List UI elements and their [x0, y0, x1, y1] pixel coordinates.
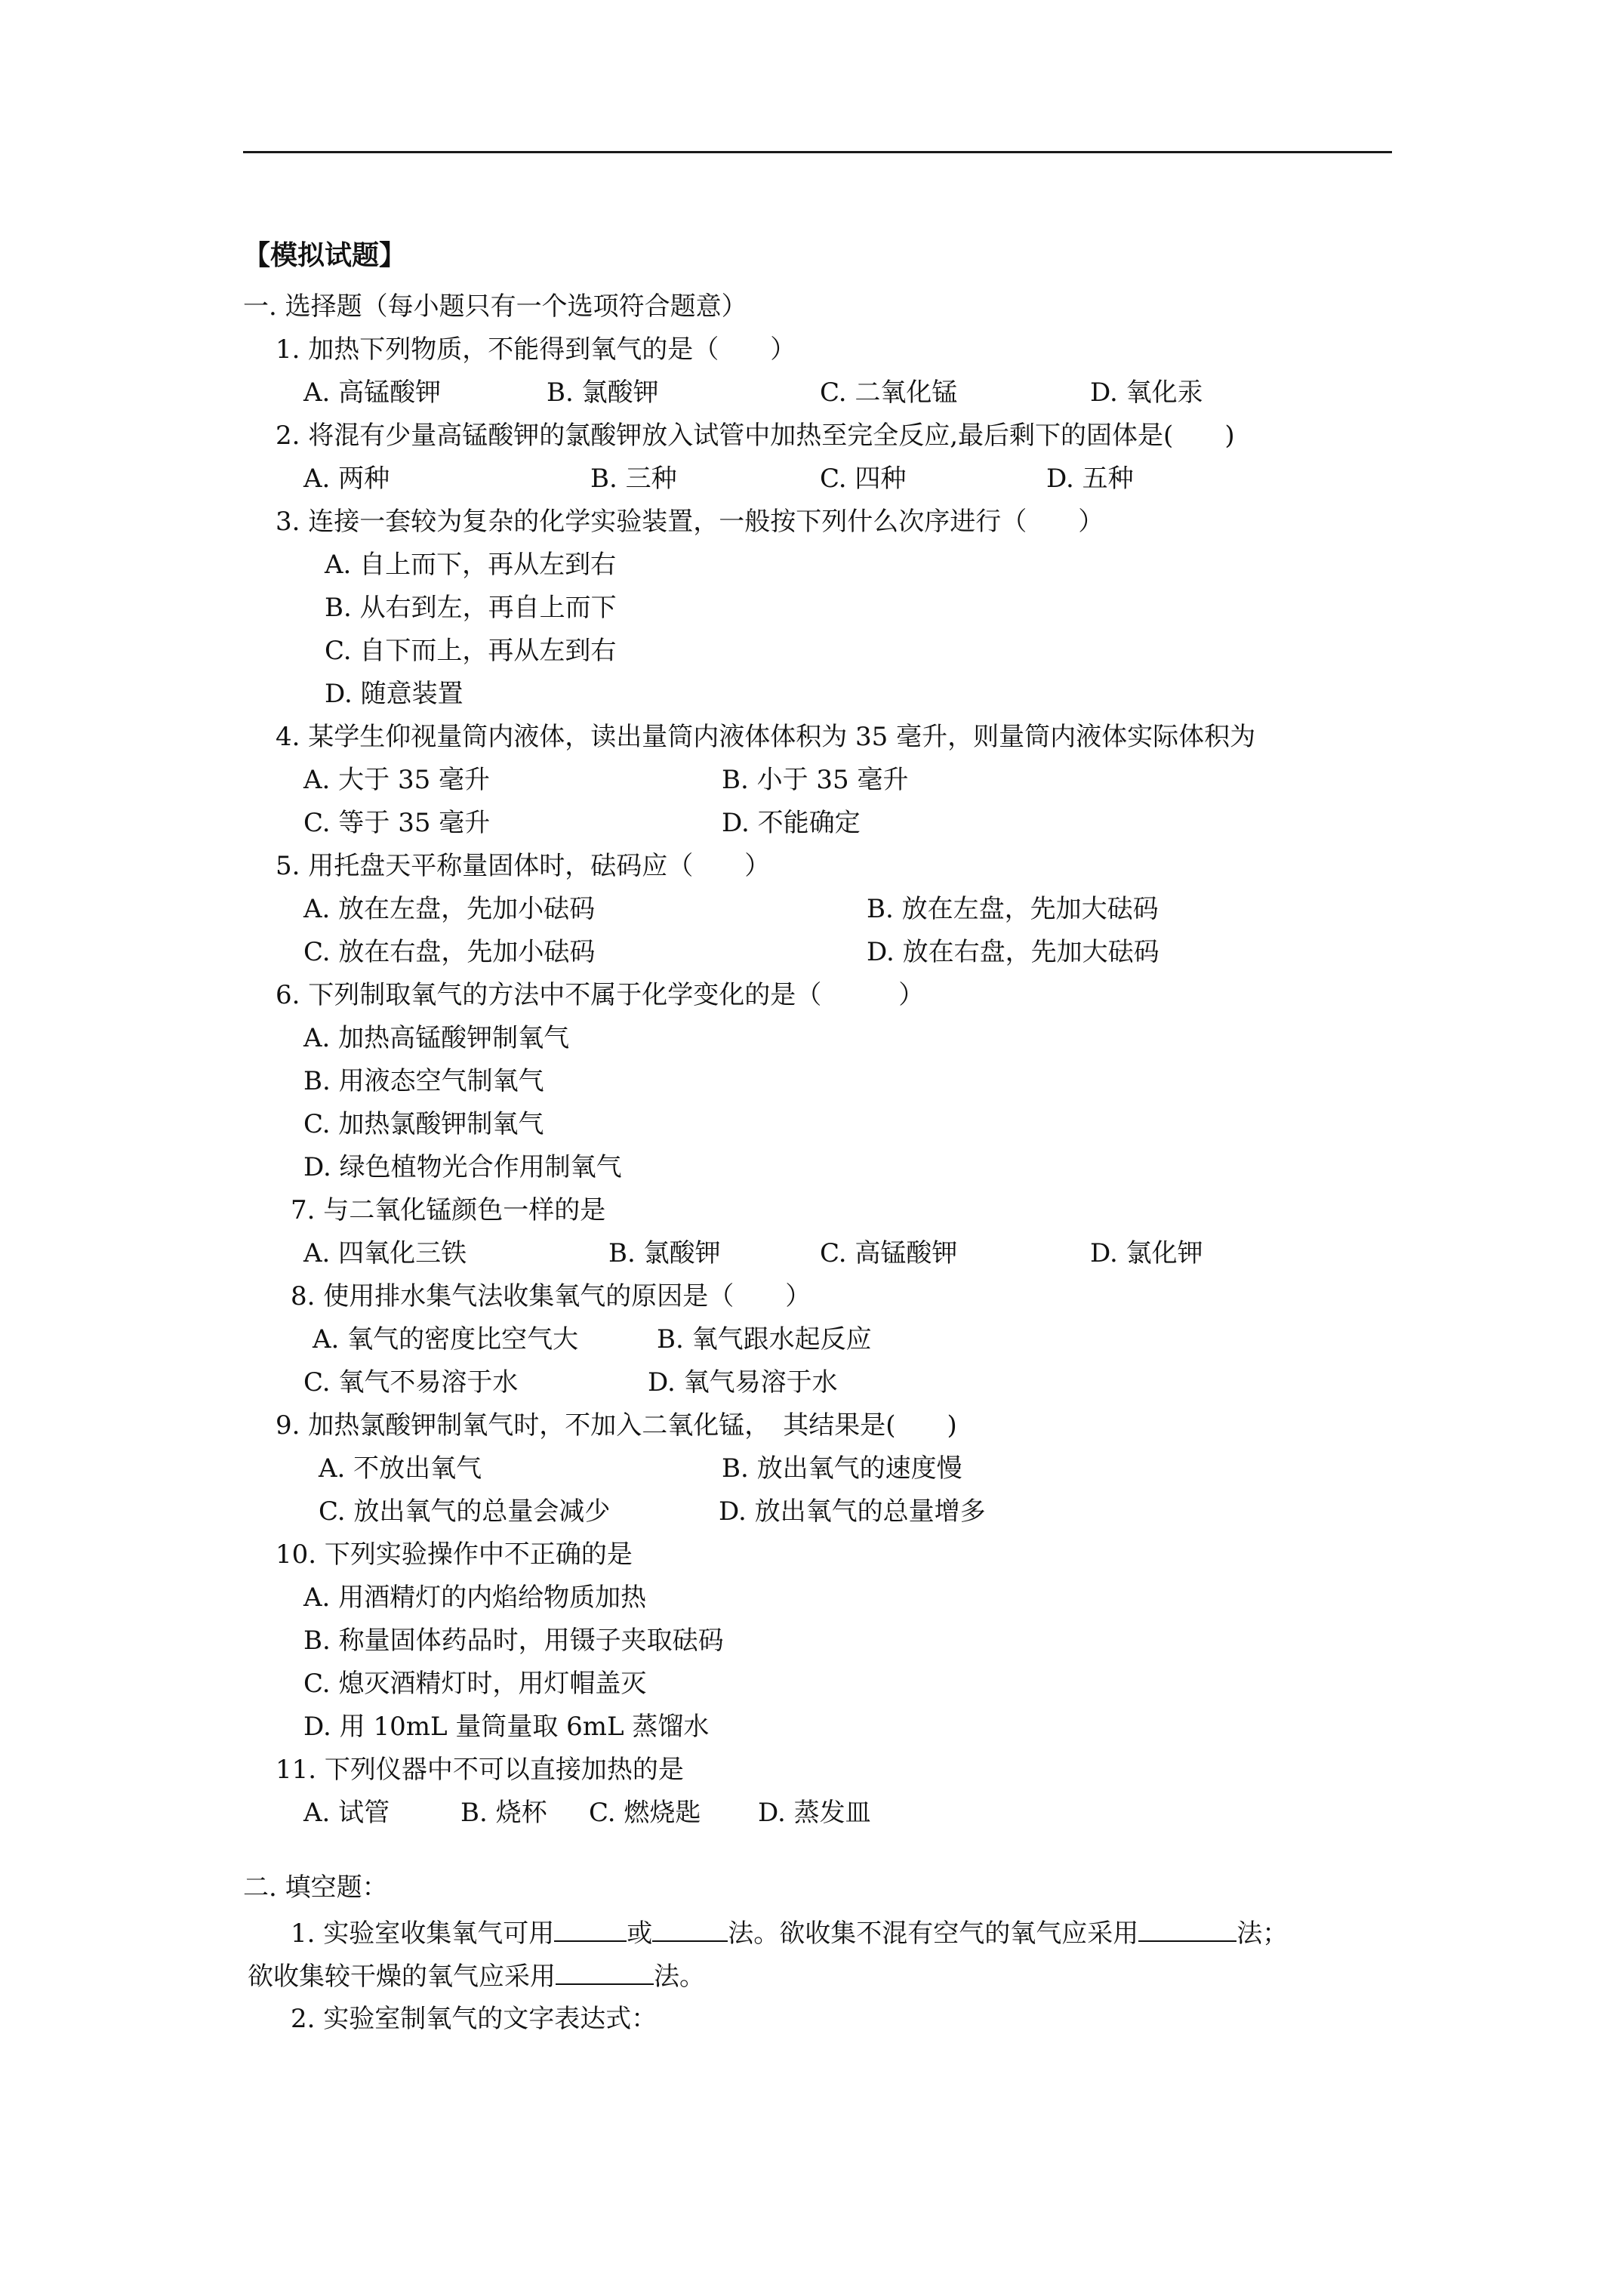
q5-stem: 5. 用托盘天平称量固体时，砝码应（ ） — [276, 851, 771, 881]
q3-option-b: B. 从右到左，再自上而下 — [325, 593, 617, 623]
q10-option-d: D. 用 10mL 量筒量取 6mL 蒸馏水 — [303, 1712, 710, 1742]
q3-option-d: D. 随意装置 — [325, 679, 463, 709]
q2-option-d: D. 五种 — [1046, 464, 1134, 494]
section-title: 【模拟试题】 — [243, 239, 407, 271]
q7-option-c: C. 高锰酸钾 — [820, 1238, 958, 1268]
q9-option-c: C. 放出氧气的总量会减少 — [319, 1496, 611, 1527]
q1-option-b: B. 氯酸钾 — [547, 378, 659, 408]
q11-stem: 11. 下列仪器中不可以直接加热的是 — [276, 1755, 684, 1785]
header-rule — [243, 151, 1392, 153]
f1-blank-1[interactable] — [554, 1918, 627, 1942]
q1-option-c: C. 二氧化锰 — [820, 378, 958, 408]
f1-text-3: 法。欲收集不混有空气的氧气应采用 — [728, 1918, 1139, 1949]
f1-text-1: 1. 实验室收集氧气可用 — [291, 1918, 555, 1949]
q10-option-a: A. 用酒精灯的内焰给物质加热 — [303, 1583, 647, 1613]
q10-option-b: B. 称量固体药品时，用镊子夹取砝码 — [303, 1626, 724, 1656]
q6-option-c: C. 加热氯酸钾制氧气 — [303, 1109, 544, 1139]
f1-text-4: 法； — [1236, 1918, 1289, 1949]
q8-stem: 8. 使用排水集气法收集氧气的原因是（ ） — [291, 1281, 812, 1311]
q8-option-c: C. 氧气不易溶于水 — [303, 1367, 519, 1398]
q2-option-c: C. 四种 — [820, 464, 907, 494]
q3-option-c: C. 自下而上，再从左到右 — [325, 636, 617, 666]
q3-option-a: A. 自上而下，再从左到右 — [325, 550, 617, 580]
fill-question-1-line1 — [291, 1918, 1288, 1949]
q5-option-b: B. 放在左盘，先加大砝码 — [867, 894, 1159, 924]
q7-option-a: A. 四氧化三铁 — [303, 1238, 467, 1268]
q4-option-a: A. 大于 35 毫升 — [303, 765, 491, 795]
fill-question-1-line2 — [248, 1961, 705, 1992]
q2-option-a: A. 两种 — [303, 464, 390, 494]
q9-stem: 9. 加热氯酸钾制氧气时，不加入二氧化锰， 其结果是( ) — [276, 1410, 957, 1441]
q7-option-d: D. 氯化钾 — [1090, 1238, 1203, 1268]
part2-heading: 二. 填空题： — [243, 1872, 388, 1903]
q10-option-c: C. 熄灭酒精灯时，用灯帽盖灭 — [303, 1669, 647, 1699]
q9-option-d: D. 放出氧气的总量增多 — [719, 1496, 986, 1527]
q5-option-a: A. 放在左盘，先加小砝码 — [303, 894, 596, 924]
q5-option-c: C. 放在右盘，先加小砝码 — [303, 937, 596, 967]
q5-option-d: D. 放在右盘，先加大砝码 — [867, 937, 1160, 967]
part1-heading: 一. 选择题（每小题只有一个选项符合题意） — [243, 291, 747, 322]
q9-option-b: B. 放出氧气的速度慢 — [722, 1453, 962, 1484]
q11-option-b: B. 烧杯 — [460, 1798, 547, 1828]
q6-stem: 6. 下列制取氧气的方法中不属于化学变化的是（ ） — [276, 980, 925, 1010]
q1-option-d: D. 氧化汞 — [1090, 378, 1203, 408]
fill-question-2: 2. 实验室制氧气的文字表达式： — [291, 2004, 658, 2034]
q1-option-a: A. 高锰酸钾 — [303, 378, 442, 408]
q1-stem: 1. 加热下列物质，不能得到氧气的是（ ） — [276, 334, 796, 365]
q4-stem: 4. 某学生仰视量筒内液体，读出量筒内液体体积为 35 毫升，则量筒内液体实际体积为 — [276, 722, 1256, 752]
f1-blank-4[interactable] — [556, 1961, 654, 1985]
f1-text-2: 或 — [627, 1918, 653, 1949]
q2-option-b: B. 三种 — [590, 464, 677, 494]
q2-stem: 2. 将混有少量高锰酸钾的氯酸钾放入试管中加热至完全反应,最后剩下的固体是( ) — [276, 421, 1235, 451]
q11-option-d: D. 蒸发皿 — [758, 1798, 871, 1828]
q8-option-b: B. 氧气跟水起反应 — [657, 1324, 872, 1354]
q4-option-d: D. 不能确定 — [722, 808, 861, 838]
q10-stem: 10. 下列实验操作中不正确的是 — [276, 1539, 633, 1570]
q8-option-d: D. 氧气易溶于水 — [648, 1367, 838, 1398]
q4-option-c: C. 等于 35 毫升 — [303, 808, 491, 838]
f1-text-6: 法。 — [654, 1962, 705, 1992]
f1-blank-3[interactable] — [1138, 1918, 1236, 1942]
q8-option-a: A. 氧气的密度比空气大 — [313, 1324, 579, 1354]
q3-stem: 3. 连接一套较为复杂的化学实验装置，一般按下列什么次序进行（ ） — [276, 507, 1104, 537]
f1-text-5: 欲收集较干燥的氧气应采用 — [248, 1962, 556, 1992]
q11-option-a: A. 试管 — [303, 1798, 390, 1828]
q9-option-a: A. 不放出氧气 — [319, 1453, 482, 1484]
q6-option-d: D. 绿色植物光合作用制氧气 — [303, 1152, 622, 1182]
q11-option-c: C. 燃烧匙 — [589, 1798, 701, 1828]
q7-stem: 7. 与二氧化锰颜色一样的是 — [291, 1195, 606, 1225]
q7-option-b: B. 氯酸钾 — [608, 1238, 721, 1268]
f1-blank-2[interactable] — [652, 1918, 728, 1942]
q6-option-a: A. 加热高锰酸钾制氧气 — [303, 1023, 570, 1053]
q4-option-b: B. 小于 35 毫升 — [722, 765, 909, 795]
q6-option-b: B. 用液态空气制氧气 — [303, 1066, 544, 1096]
